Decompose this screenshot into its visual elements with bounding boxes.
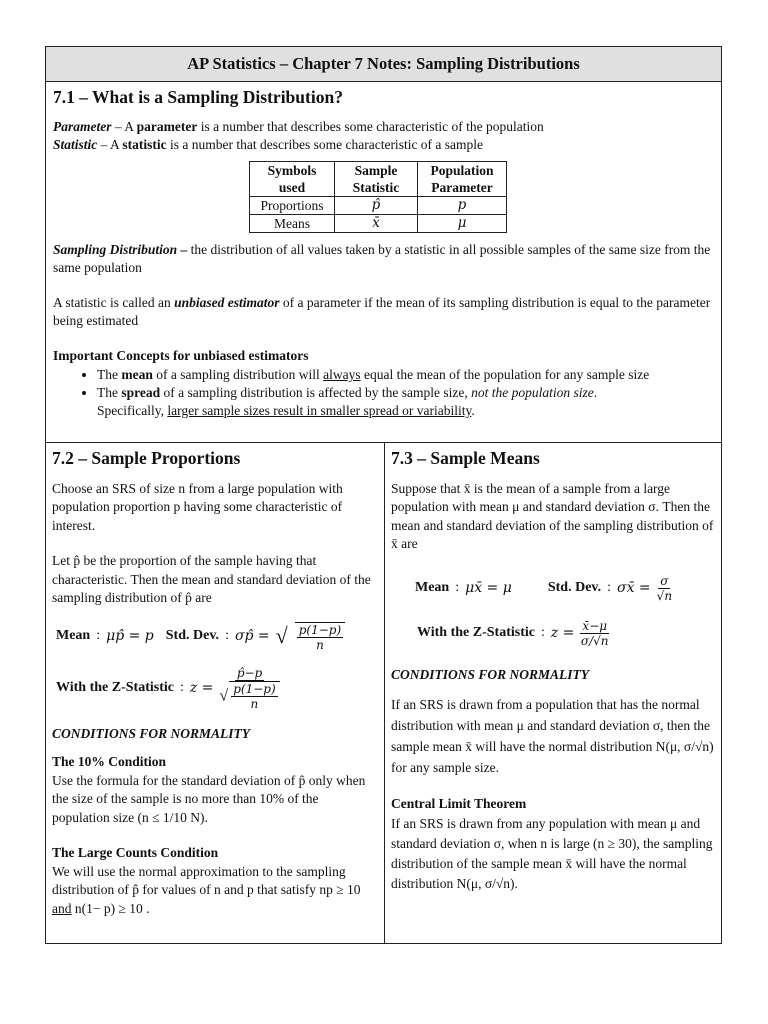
table-row: Proportions p̂ p bbox=[250, 197, 507, 215]
section-7-1-heading: 7.1 – What is a Sampling Distribution? bbox=[53, 87, 343, 107]
page-title: AP Statistics – Chapter 7 Notes: Sampling Distributions bbox=[46, 47, 721, 82]
table-header: Sample Statistic bbox=[335, 162, 418, 197]
ten-percent-text: Use the formula for the standard deviation of p̂ only when the size of the sample is no more than 10% of the population size (n ≤ 1/10 N). bbox=[52, 772, 366, 825]
section-7-2 bbox=[46, 443, 385, 944]
proportion-mean-sd-formula: Mean : μp̂ = p Std. Dev. : σp̂ = √ $\frac{p(1-p)}{n}$ bbox=[56, 622, 378, 652]
mean-mean-sd-formula: Mean : μx̄ = μ Std. Dev. : σx̄ = $\frac{\sigma}{√n}$ bbox=[415, 573, 673, 603]
means-intro: Suppose that x̄ is the mean of a sample from a large population with mean μ and standard deviation σ. Then the mean and standard deviation of the sampling distribution of x̄ are bbox=[391, 480, 714, 551]
statistic-definition: Statistic – A statistic is a number that describes some characteristic of a sample bbox=[53, 137, 484, 152]
table-header: Symbols used bbox=[250, 162, 335, 197]
mean-z-formula: With the Z-Statistic : z = $\frac{x̄-\mu}{\sigma/√n}$ bbox=[417, 618, 609, 648]
proportion-z-formula: With the Z-Statistic : z = p̂−p √ $\frac{p(1-p)}{n}$ bbox=[56, 666, 378, 711]
notes-page bbox=[45, 46, 722, 944]
list-item: • The mean of a sampling distribution will always equal the mean of the population for any sample size bbox=[97, 366, 714, 384]
clt-text: If an SRS is drawn from any population with mean μ and standard deviation σ, when n is large (n ≥ 30), the sampling distribution of the sample mean x̄ will have the normal distribution N(μ, σ/√n). bbox=[391, 815, 713, 891]
conditions-heading: CONDITIONS FOR NORMALITY bbox=[391, 666, 590, 682]
parameter-definition: Parameter – A parameter is a number that describes some characteristic of the population bbox=[53, 119, 544, 134]
sampling-distribution-definition: Sampling Distribution – the distribution of all values taken by a statistic in all possible samples of the same size from the same population bbox=[53, 242, 711, 275]
table-header: Population Parameter bbox=[418, 162, 507, 197]
proportions-let: Let p̂ be the proportion of the sample having that characteristic. Then the mean and standard deviation of the sampling distribution of p̂ are bbox=[52, 553, 371, 605]
section-7-3-heading: 7.3 – Sample Means bbox=[391, 448, 540, 468]
section-7-3 bbox=[385, 443, 721, 944]
symbols-table bbox=[249, 161, 507, 233]
section-7-2-heading: 7.2 – Sample Proportions bbox=[52, 448, 241, 468]
large-counts-text: We will use the normal approximation to the sampling distribution of p̂ for values of n and p that satisfy np ≥ 10 and n(1− p) ≥ 10 . bbox=[52, 863, 361, 916]
clt-heading: Central Limit Theorem bbox=[391, 796, 527, 811]
large-counts-heading: The Large Counts Condition bbox=[52, 845, 219, 860]
concepts-heading: Important Concepts for unbiased estimators bbox=[53, 348, 309, 363]
normal-population-text: If an SRS is drawn from a population that has the normal distribution with mean μ and standard deviation σ, then the sample mean x̄ will have the normal distribution N(μ, σ/√n) for any sample size. bbox=[391, 697, 714, 775]
unbiased-estimator-definition: A statistic is called an unbiased estimator of a parameter if the mean of its sampling distribution is equal to the parameter being estimated bbox=[53, 295, 711, 328]
list-item: • The spread of a sampling distribution is affected by the sample size, not the population size. Specifically, larger sample sizes result in smaller spread or variability. bbox=[97, 384, 714, 420]
concepts-list bbox=[53, 366, 714, 420]
table-row: Means x̄ μ bbox=[250, 215, 507, 233]
conditions-heading: CONDITIONS FOR NORMALITY bbox=[52, 725, 251, 741]
proportions-intro: Choose an SRS of size n from a large population with population proportion p having some characteristic of interest. bbox=[52, 480, 343, 533]
ten-percent-heading: The 10% Condition bbox=[52, 754, 167, 769]
section-7-1 bbox=[46, 82, 721, 443]
